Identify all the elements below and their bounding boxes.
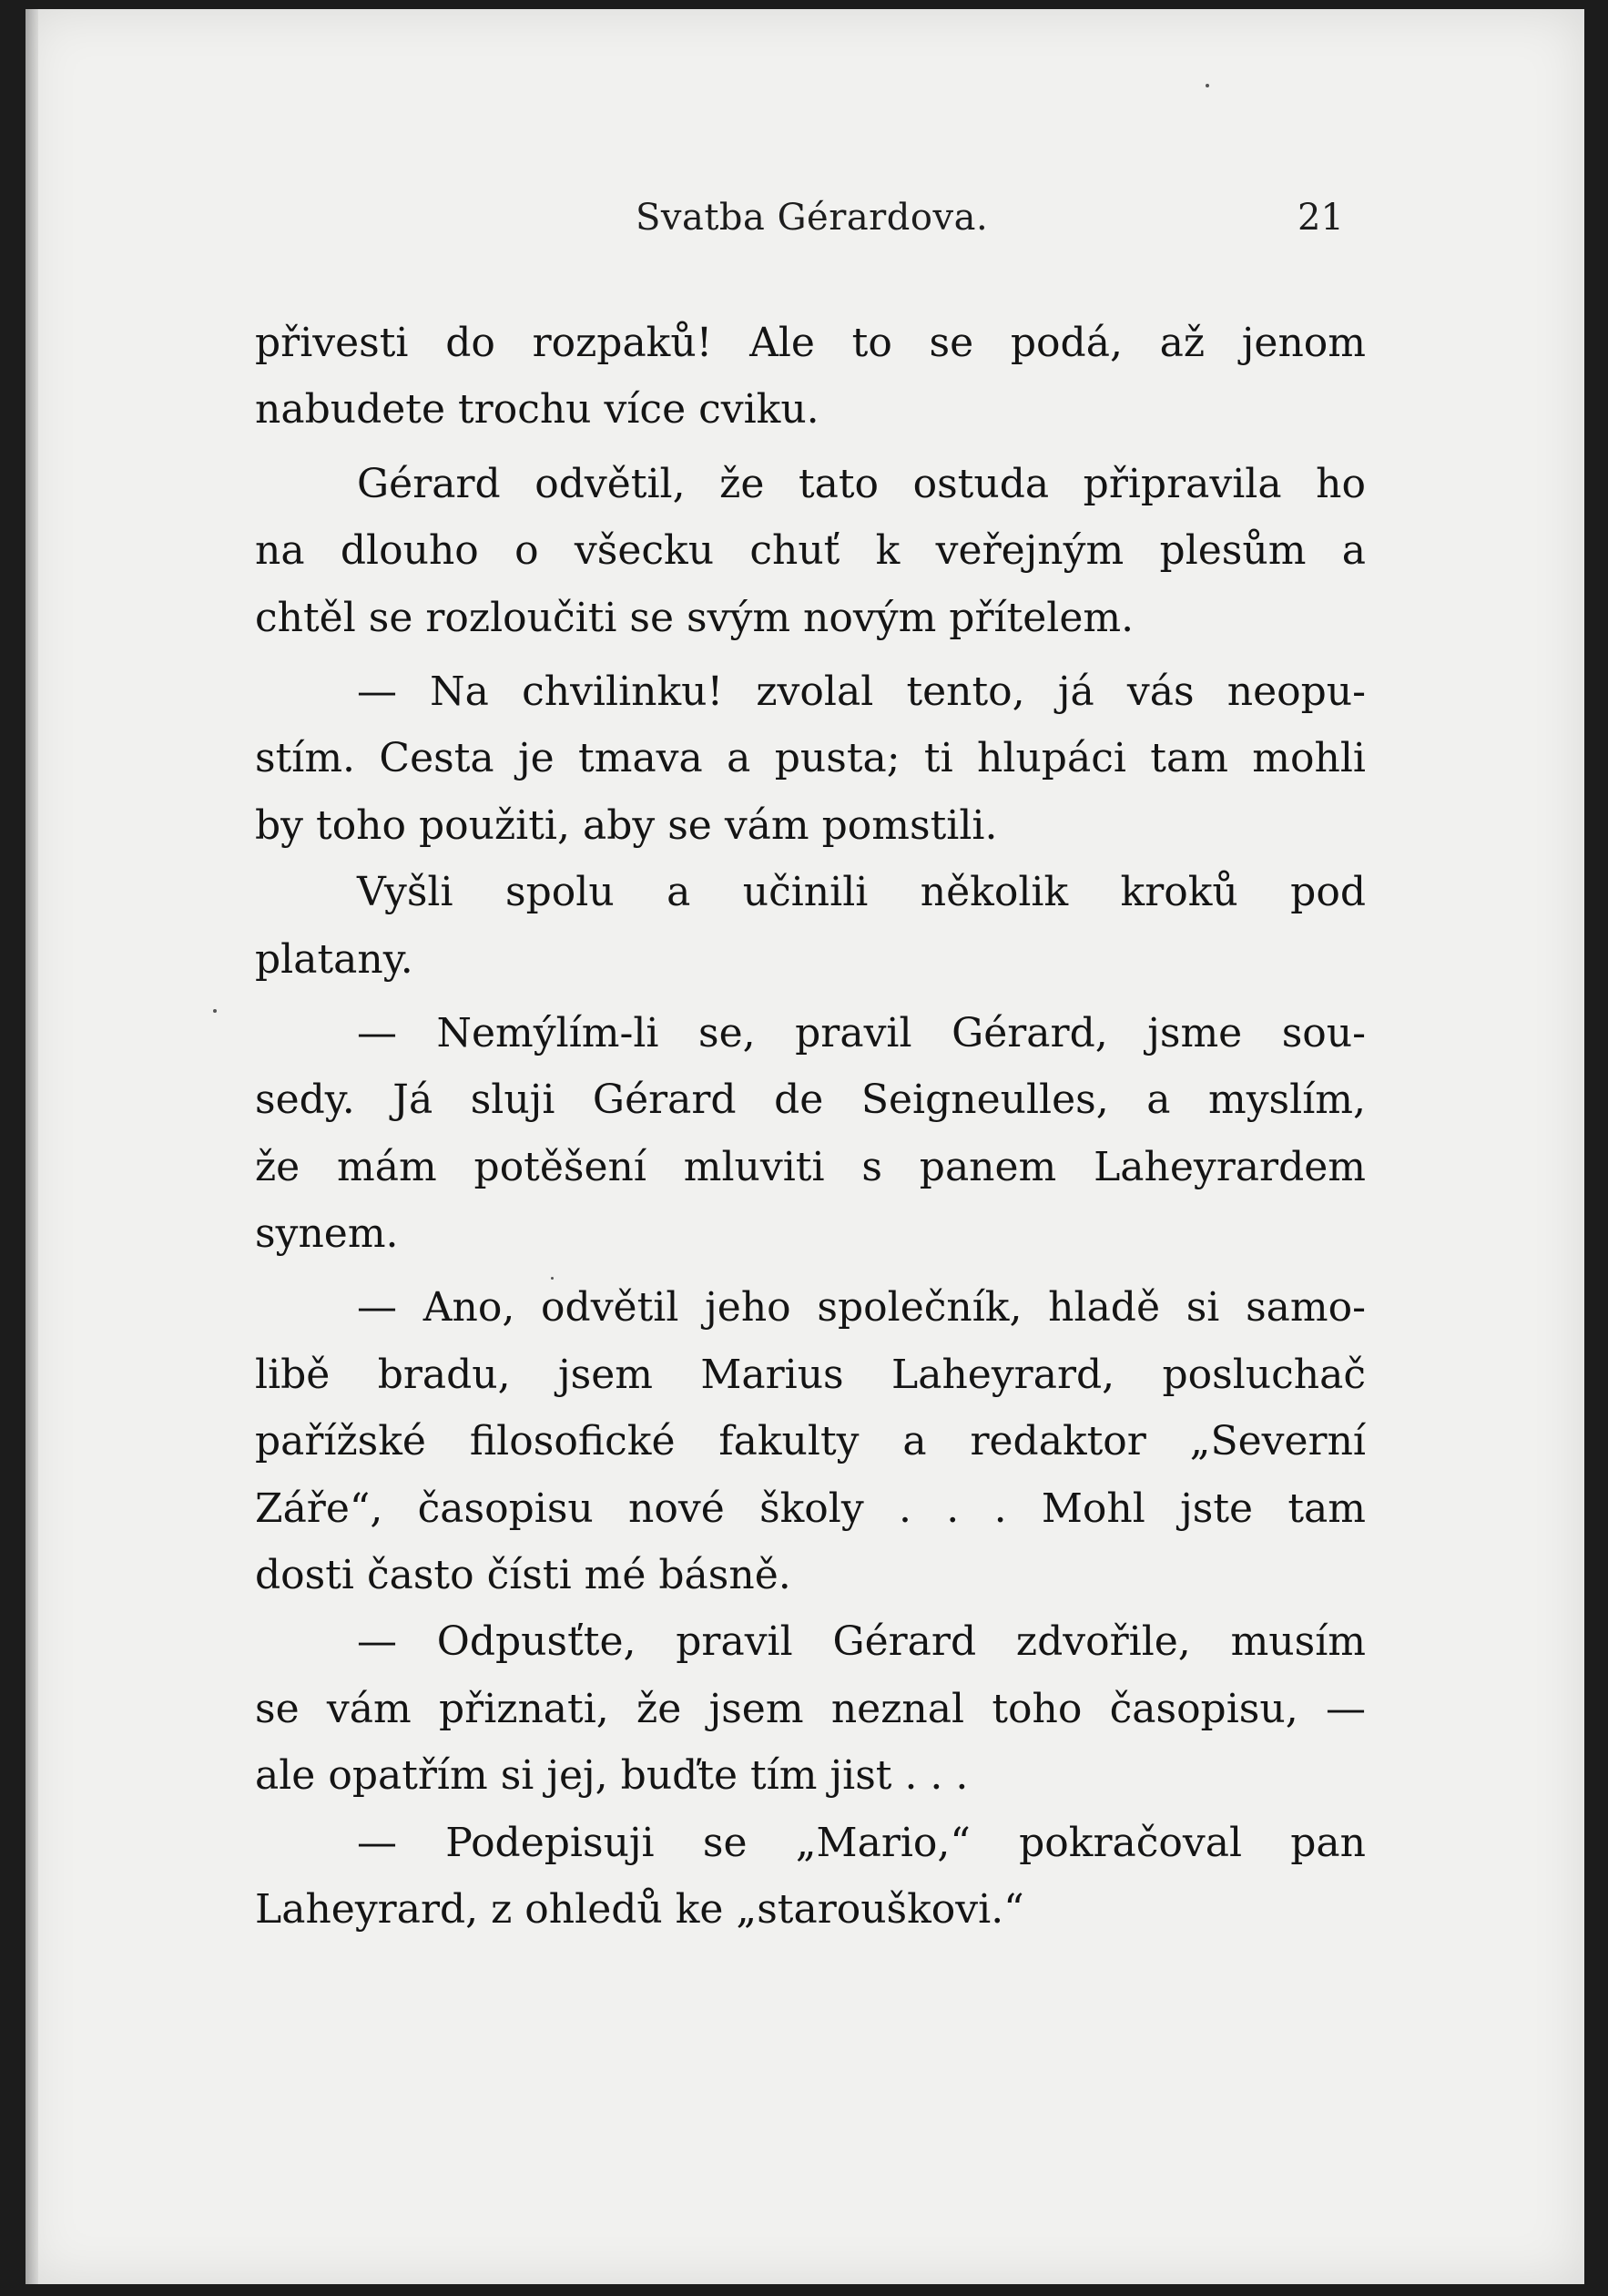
text-line: na dlouho o všecku chuť k veřejným plesům a [255, 527, 1366, 575]
binding-shadow [25, 9, 38, 2284]
text-line: — Odpusťte, pravil Gérard zdvořile, musím [357, 1618, 1366, 1666]
paper-speck [1206, 84, 1209, 87]
page-number: 21 [1298, 197, 1344, 239]
text-line: že mám potěšení mluviti s panem Laheyrardem [255, 1143, 1366, 1190]
paper-speck [213, 1009, 217, 1013]
text-line: — Nemýlím-li se, pravil Gérard, jsme sou- [357, 1009, 1366, 1056]
text-line: dosti často čísti mé básně. [255, 1552, 791, 1599]
text-line: libě bradu, jsem Marius Laheyrard, posluchač [255, 1351, 1366, 1398]
text-line: Záře“, časopisu nové školy . . . Mohl jste tam [255, 1485, 1366, 1532]
text-line: — Podepisuji se „Mario,“ pokračoval pan [357, 1819, 1366, 1866]
text-line: se vám přiznati, že jsem neznal toho časopisu, — [255, 1685, 1366, 1732]
text-line: ale opatřím si jej, buďte tím jist . . . [255, 1752, 969, 1800]
text-line: nabudete trochu více cviku. [255, 386, 819, 434]
text-line: chtěl se rozloučiti se svým novým přítelem. [255, 594, 1135, 641]
text-line: — Na chvilinku! zvolal tento, já vás neopu- [357, 668, 1366, 715]
text-line: by toho použiti, aby se vám pomstili. [255, 801, 998, 849]
text-line: Vyšli spolu a učinili několik kroků pod [357, 869, 1366, 916]
text-line: přivesti do rozpaků! Ale to se podá, až jenom [255, 320, 1366, 366]
book-page [25, 9, 1584, 2284]
text-line: stím. Cesta je tmava a pusta; ti hlupáci tam mohli [255, 735, 1366, 782]
text-line: platany. [255, 935, 413, 983]
body-text [255, 310, 1366, 1943]
text-line: Gérard odvětil, že tato ostuda připravila ho [357, 460, 1366, 507]
text-line: pařížské filosofické fakulty a redaktor „Severní [255, 1418, 1366, 1465]
running-title: Svatba Gérardova. [636, 197, 989, 239]
paper-speck [551, 1277, 554, 1280]
text-line: — Ano, odvětil jeho společník, hladě si samo- [357, 1284, 1366, 1332]
page-header [25, 197, 1584, 242]
text-line: Laheyrard, z ohledů ke „starouškovi.“ [255, 1885, 1024, 1933]
text-line: synem. [255, 1210, 399, 1258]
text-line: sedy. Já sluji Gérard de Seigneulles, a myslím, [255, 1077, 1366, 1124]
